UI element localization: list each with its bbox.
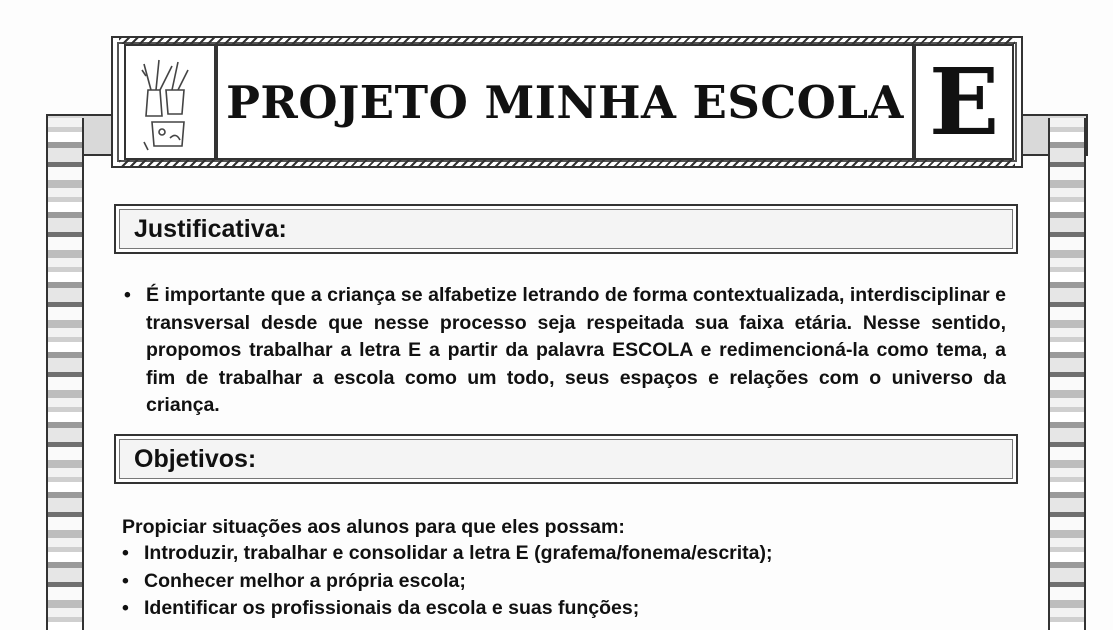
paragraph-text: É importante que a criança se alfabetize letrando de forma contextualizada, interdisciplinar e transversal desde que nesse processo seja respeitada sua faixa etária. Nesse sentido, propomos trabalhar a letra xyxy=(146,284,1006,361)
pencil-cup-icon xyxy=(126,46,214,158)
page-border-left xyxy=(46,118,84,630)
paragraph-text: a partir da palavra xyxy=(421,339,613,361)
list-item-text: Introduzir, trabalhar e consolidar a letra E (grafema/fonema/escrita); xyxy=(144,542,773,564)
objetivos-list xyxy=(122,540,773,623)
bullet-icon: • xyxy=(122,542,129,564)
section-title-justificativa: Justificativa: xyxy=(134,214,287,243)
justificativa-paragraph xyxy=(124,282,1006,420)
objetivos-intro: Propiciar situações aos alunos para que eles possam: xyxy=(122,516,625,538)
section-header-justificativa xyxy=(114,204,1018,254)
page-border-right xyxy=(1048,118,1086,630)
bullet-icon: • xyxy=(124,284,131,306)
list-item-text: Conhecer melhor a própria escola; xyxy=(144,569,466,592)
paragraph-text: e redimencioná-la como tema, a fim de trabalhar a escola como um todo, seus espaços e relações com o universo da criança. xyxy=(146,339,1006,416)
section-title-objetivos: Objetivos: xyxy=(134,444,257,473)
list-item xyxy=(122,540,773,568)
bullet-icon: • xyxy=(122,597,129,619)
letter-highlight: E xyxy=(408,339,422,361)
bullet-icon: • xyxy=(122,569,129,592)
featured-letter: E xyxy=(928,48,1000,156)
word-highlight: ESCOLA xyxy=(612,339,693,361)
list-item xyxy=(122,568,773,596)
section-header-objetivos xyxy=(114,434,1018,484)
header-illustration-box xyxy=(124,44,216,160)
letter-box xyxy=(914,44,1014,160)
list-item-text: Identificar os profissionais da escola e suas funções; xyxy=(144,597,640,619)
page-title: PROJETO MINHA ESCOLA xyxy=(226,75,904,129)
list-item xyxy=(122,595,773,623)
title-box xyxy=(216,44,914,160)
